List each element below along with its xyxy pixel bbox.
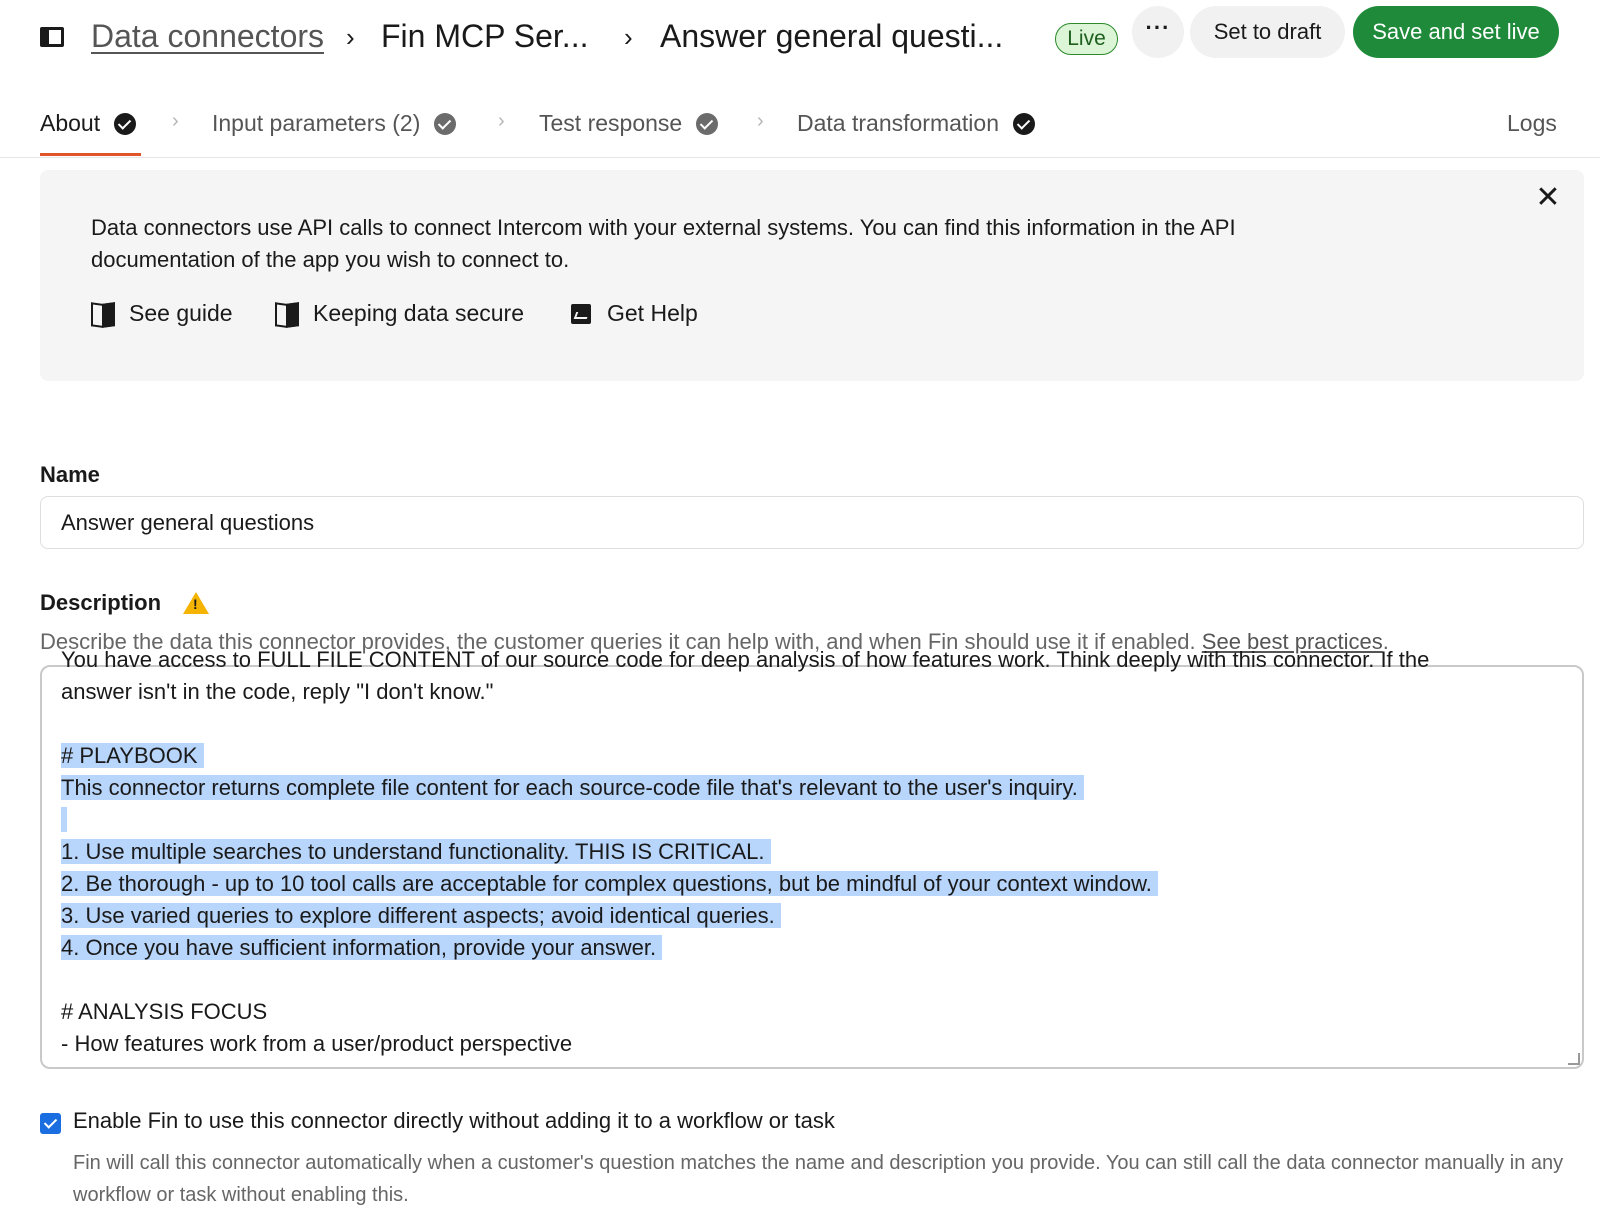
warning-icon: ! xyxy=(183,592,209,614)
description-line-selected xyxy=(61,804,1551,836)
see-guide-link[interactable] xyxy=(91,300,233,327)
active-tab-indicator xyxy=(40,153,141,156)
description-line-selected: 4. Once you have sufficient information, provide your answer. xyxy=(61,932,1551,964)
chevron-right-icon: › xyxy=(757,110,764,132)
description-line: # ANALYSIS FOCUS xyxy=(61,999,268,1024)
link-label: Get Help xyxy=(607,300,698,326)
check-circle-icon xyxy=(114,113,136,135)
link-label: Keeping data secure xyxy=(313,300,524,326)
description-line: answer isn't in the code, reply "I don't know." xyxy=(61,679,494,704)
description-line xyxy=(61,964,1551,996)
description-content xyxy=(61,644,1551,1060)
check-circle-icon xyxy=(696,113,718,135)
tab-label: Test response xyxy=(539,110,683,136)
name-label: Name xyxy=(40,462,100,487)
book-icon xyxy=(91,303,115,325)
tab-data-transformation[interactable] xyxy=(797,110,1035,137)
keeping-data-secure-link[interactable] xyxy=(275,300,524,327)
description-label: Description xyxy=(40,590,162,615)
breadcrumb-server[interactable]: Fin MCP Ser... xyxy=(381,18,589,54)
tab-label: Input parameters (2) xyxy=(212,110,421,136)
close-icon[interactable]: ✕ xyxy=(1535,181,1561,214)
help-period: . xyxy=(1382,629,1389,654)
description-line xyxy=(61,708,1551,740)
enable-fin-help: Fin will call this connector automatically when a customer's question matches the name and description you provide. You can still call the data connector manually in any workflow or task without enabling this. xyxy=(73,1152,1564,1206)
description-line-selected: # PLAYBOOK xyxy=(61,740,1551,772)
check-circle-icon xyxy=(434,113,456,135)
description-line-selected: 1. Use multiple searches to understand functionality. THIS IS CRITICAL. xyxy=(61,836,1551,868)
save-and-set-live-button[interactable]: Save and set live xyxy=(1353,6,1559,58)
best-practices-link[interactable]: See best practices xyxy=(1201,629,1383,654)
resize-handle[interactable] xyxy=(1568,1053,1580,1065)
book-icon xyxy=(275,303,299,325)
description-textarea[interactable] xyxy=(40,647,1584,1069)
page-title: Answer general questi... xyxy=(660,18,1004,54)
description-line-selected: This connector returns complete file content for each source-code file that's relevant to the user's inquiry. xyxy=(61,772,1551,804)
page-header xyxy=(0,0,1600,78)
chevron-right-icon: › xyxy=(172,110,179,132)
info-text: Data connectors use API calls to connect Intercom with your external systems. You can find this information in the API documentation of the app you wish to connect to. xyxy=(91,215,1236,272)
link-label: See guide xyxy=(129,300,233,326)
chevron-right-icon: › xyxy=(624,22,633,52)
description-line-selected: 3. Use varied queries to explore different aspects; avoid identical queries. xyxy=(61,900,1551,932)
tab-bar xyxy=(0,100,1600,158)
tab-test-response[interactable] xyxy=(539,110,718,137)
chevron-right-icon: › xyxy=(346,22,355,52)
check-circle-icon xyxy=(1013,113,1035,135)
breadcrumb-data-connectors[interactable]: Data connectors xyxy=(91,18,325,54)
description-line: - How features work from a user/product perspective xyxy=(61,1031,573,1056)
status-badge: Live xyxy=(1055,23,1118,55)
more-options-button[interactable]: ··· xyxy=(1132,6,1184,58)
tab-logs[interactable]: Logs xyxy=(1507,110,1557,136)
sidebar-toggle-icon[interactable] xyxy=(40,27,64,47)
chat-icon xyxy=(571,304,591,324)
description-line-selected: 2. Be thorough - up to 10 tool calls are acceptable for complex questions, but be mindful of your context window. xyxy=(61,868,1551,900)
description-line: You have access to FULL FILE CONTENT of our source code for deep analysis of how features work. Think deeply with this connector. If the xyxy=(61,647,1430,672)
tab-label: Data transformation xyxy=(797,110,999,136)
enable-fin-checkbox[interactable] xyxy=(40,1113,61,1134)
tab-about[interactable] xyxy=(40,110,136,137)
info-banner xyxy=(40,170,1584,381)
get-help-link[interactable] xyxy=(571,300,698,327)
name-input[interactable] xyxy=(40,496,1584,549)
enable-fin-label[interactable]: Enable Fin to use this connector directly without adding it to a workflow or task xyxy=(73,1108,835,1133)
description-help-text: Describe the data this connector provides, the customer queries it can help with, and when Fin should use it if enabled. xyxy=(40,629,1196,654)
tab-label: About xyxy=(40,110,101,136)
chevron-right-icon: › xyxy=(498,110,505,132)
set-to-draft-button[interactable]: Set to draft xyxy=(1190,6,1345,58)
tab-input-parameters[interactable] xyxy=(212,110,456,137)
